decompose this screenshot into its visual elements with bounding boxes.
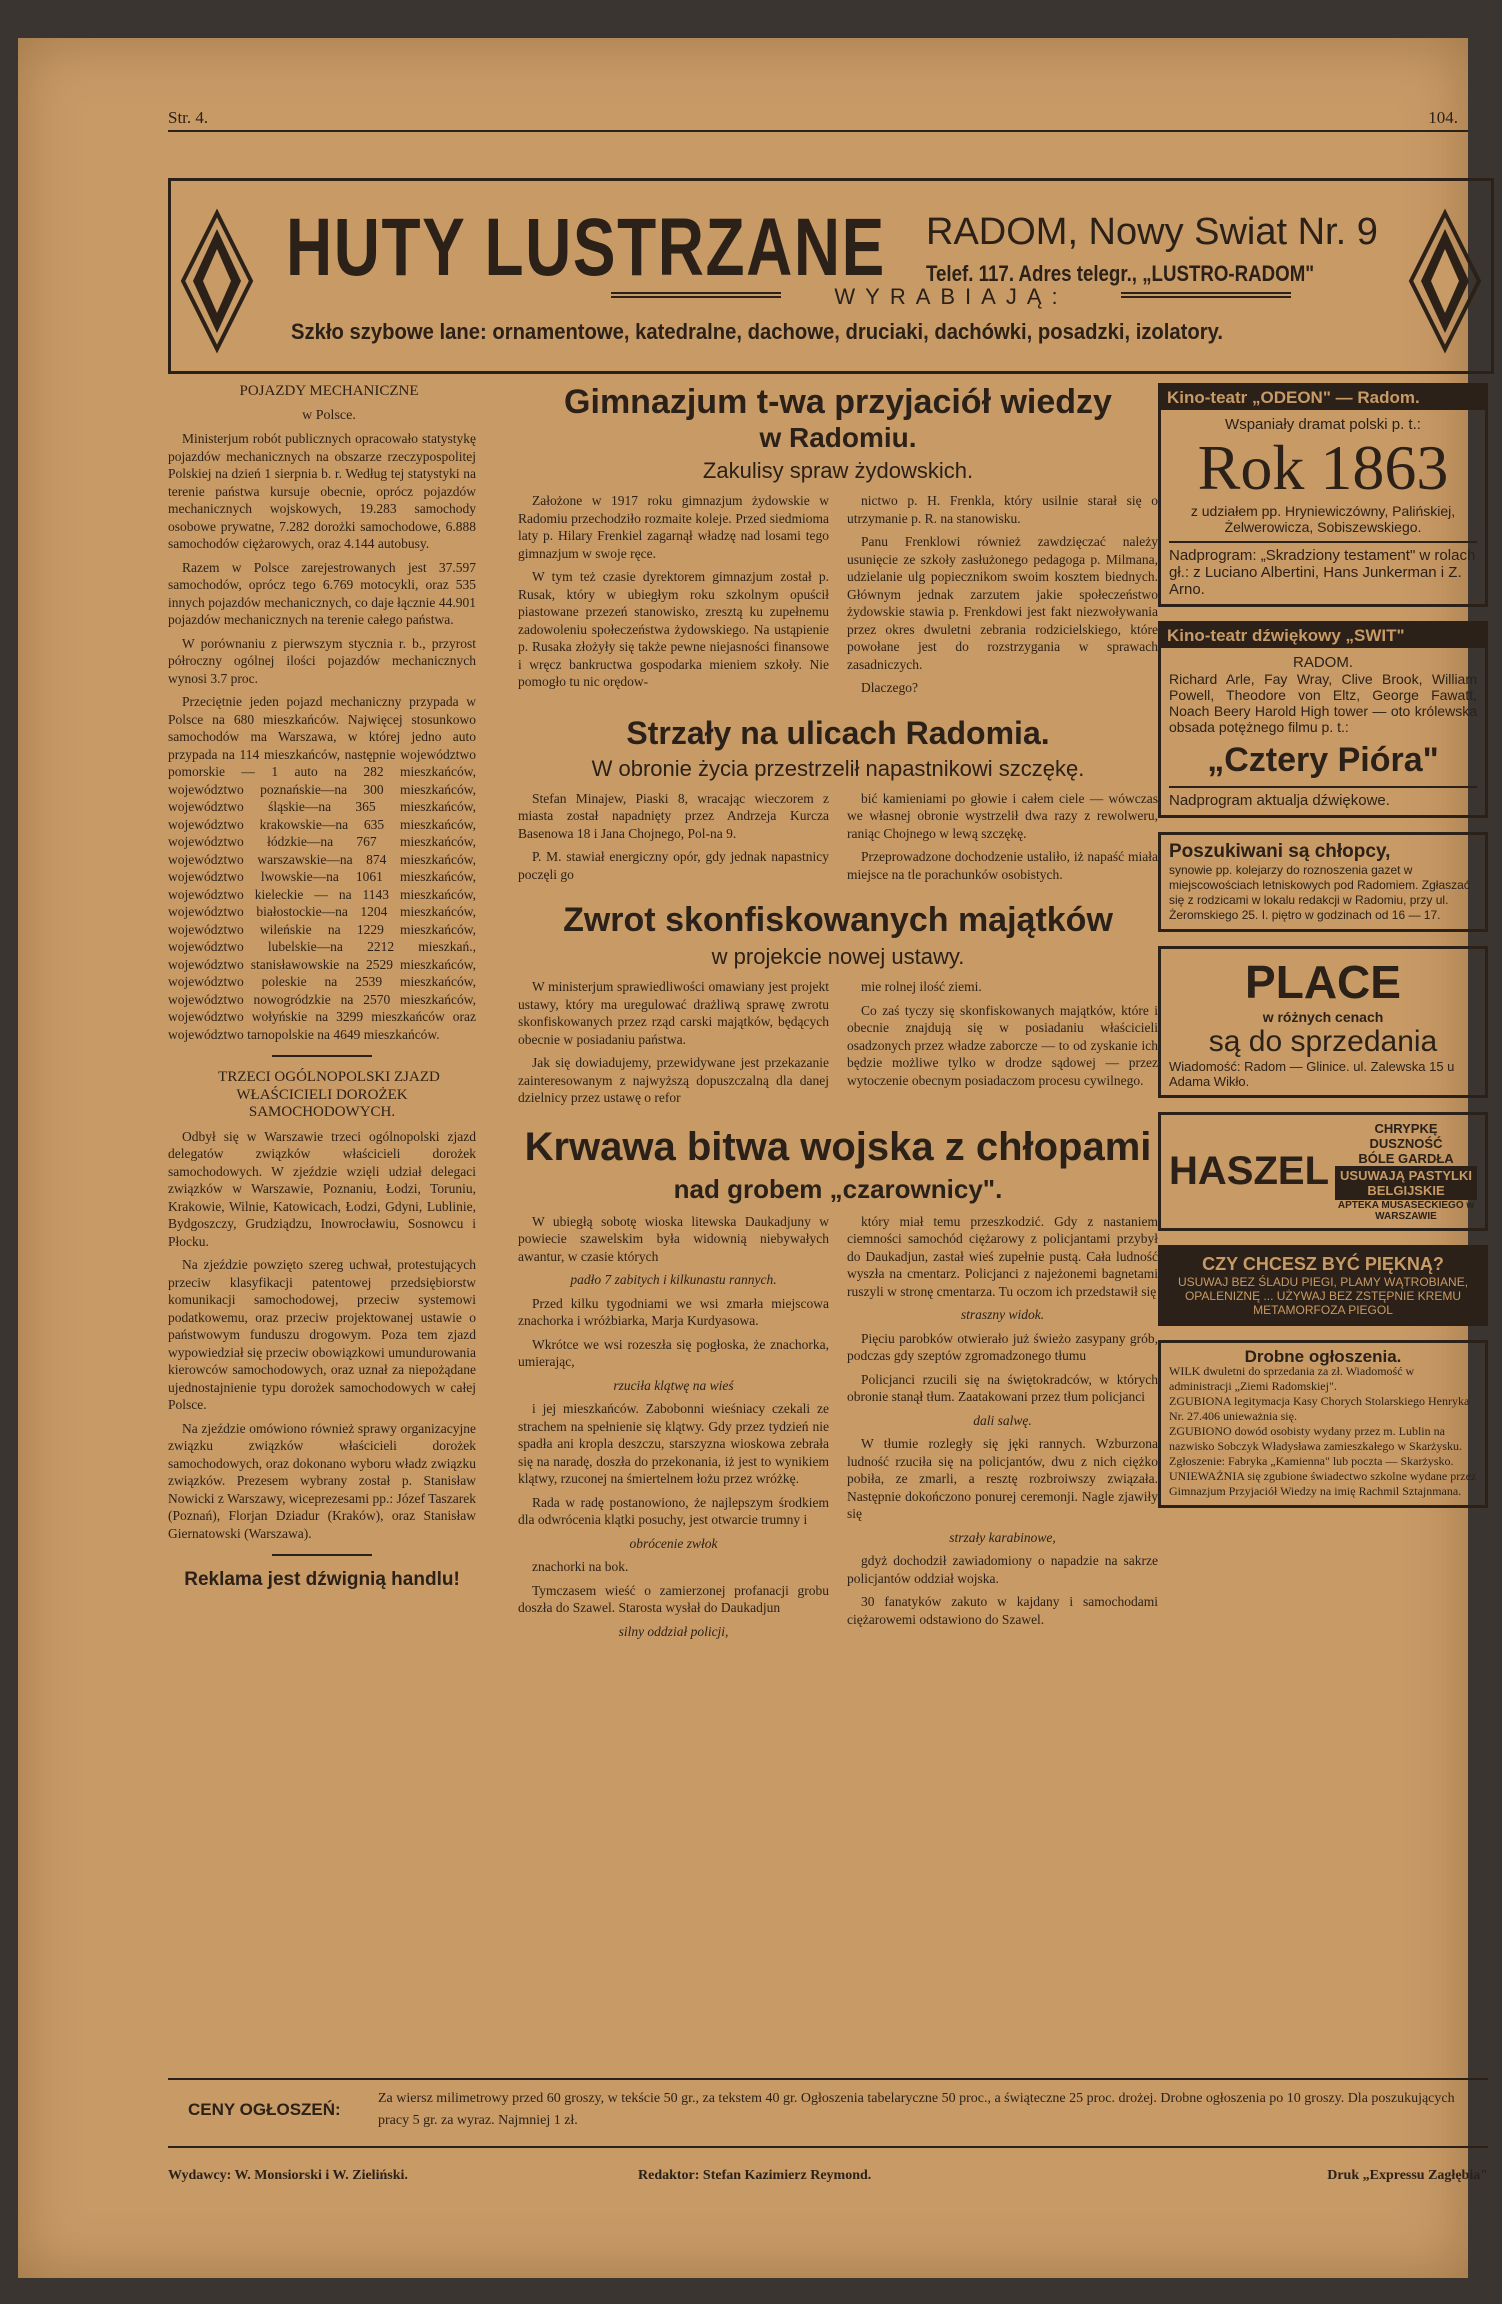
ad-line: BÓLE GARDŁA [1358,1151,1454,1166]
banner-title: HUTY LUSTRZANE [286,202,886,293]
ad-line: z udziałem pp. Hryniewiczówny, Palińskiej, Żelwerowicza, Sobiszewskiego. [1190,503,1456,535]
diamond-logo-icon [181,211,253,351]
paragraph: Co zaś tyczy się skonfiskowanych majątków, które i obecnie znajdują się w posiadaniu właścicieli osadzonych przez władze zaborcze — to od zyskanie ich będzie możliwe tylko w drodze sądowej — przez wytoczenie obecnym posiadaczom procesu cywilnego. [847,1002,1158,1088]
subheading: strzały karabinowe, [949,1529,1056,1545]
ad-contact: Wiadomość: Radom — Glinice. ul. Zalewska 15 u Adama Wikło. [1169,1059,1455,1089]
small-ads [1158,1340,1488,1508]
paragraph: który miał temu przeszkodzić. Gdy z nastaniem ciemności samochód ciężarowy z policjantami przybył do Daukadjun, zastał wieś zupełnie pustą. Cała ludność wyszła na cmentarz. Policjanci z najeżonemi bagnetami ruszyli w stronę cmentarza. Tu oczom ich przedstawił się [847,1213,1158,1299]
banner-wyrabiaja: WYRABIAJĄ: [611,284,1291,310]
prices-text: Za wiersz milimetrowy przed 60 groszy, w tekście 50 gr., za tekstem 40 gr. Ogłoszenia tabelaryczne 50 proc., a świąteczne 25 proc. drożej. Drobne ogłoszenia po 10 groszy. Dla poszukujących pracy 5 gr. za wyraz. Najmniej 1 zł. [378,2091,1455,2128]
paragraph: znachorki na bok. [532,1559,629,1574]
paragraph: Wkrótce we wsi rozeszła się pogłoska, że znachorka, umierając, [518,1336,829,1369]
paragraph: Na zjeździe powzięto szereg uchwał, protestujących przeciw klasyfikacji patentowej przedsiębiorstw komunikacji samochodowej, przeciw systemowi podatkowemu, oraz przeciw projektowanej ustawie o państwowym funduszu drogowym. Poza tem zjazd wypowiedział się przeciw obowiązkowi umundurowania kierowców samochodowych, oraz uznał za niepożądane ujednostajnienie typu dorożek samochodowych w całej Polsce. [168,1257,476,1412]
ad-footer: Nadprogram aktualja dźwiękowe. [1169,786,1477,809]
ad-line: Wspaniały dramat polski p. t.: [1225,416,1421,433]
beauty-ad [1158,1245,1488,1326]
paragraph: W ministerjum sprawiedliwości omawiany jest projekt ustawy, który ma uregulować drażliwą sprawę zwrotu skonfiskowanych przez rząd carski majątków, będących obecnie w posiadaniu państwa. [518,979,829,1047]
wanted-ad [1158,832,1488,932]
article-subtitle: W obronie życia przestrzelił napastnikowi szczękę. [591,755,1085,781]
promo-slogan: Reklama jest dźwignią handlu! [184,1569,460,1590]
paragraph: 30 fanatyków zakuto w kajdany i samochodami ciężarowemi odstawiono do Szawel. [847,1594,1158,1627]
article-subtitle: Zakulisy spraw żydowskich. [702,458,974,483]
subheading: padło 7 zabitych i kilkunastu rannych. [570,1272,777,1287]
article-headline: Zwrot skonfiskowanych majątków [563,901,1113,939]
ad-title: PLACE [1245,956,1401,1008]
paragraph: Przeciętnie jeden pojazd mechaniczny przypada w Polsce na 680 mieszkańców. Najwięcej stosunkowo samochodów ma Warszawa, w której jedno auto przypada na 114 mieszkańców, następnie województwo pomorskie — 1 auto na 282 mieszkańców, województwo poznańskie—na 300 mieszkańców, województwo śląskie—na 365 mieszkańców, województwo krakowskie—na 635 mieszkańców, województwo łódzkie—na 767 mieszkańców, województwo warszawskie—na 874 mieszkańców, województwo lwowskie—na 1061 mieszkańców, województwo kieleckie — na 1143 mieszkańców, województwo białostockie—na 1204 mieszkańców, województwo wileńskie na 1229 mieszkańców, województwo lubelskie—na 2212 mieszkań., województwo stanisławowskie na 2529 mieszkańców, województwo poleskie na 2539 mieszkańców, województwo nowogródzkie na 2570 mieszkańców, województwo wołyńskie na 3299 mieszkańców oraz województwo tarnopolskie na 4649 mieszkańców. [168,694,476,1042]
small-ad-item: ZGUBIONA legitymacja Kasy Chorych Stolarskiego Henryka Nr. 27.406 unieważnia się. [1169,1394,1470,1423]
article-subtitle: nad grobem „czarownicy". [673,1173,1003,1204]
huty-lustrzane-banner [168,178,1494,374]
paragraph: P. M. stawiał energiczny opór, gdy jednak napastnicy poczęli go [518,849,829,882]
paragraph: bić kamieniami po głowie i całem ciele — wówczas we własnej obronie wystrzelił dwa razy z rewolweru, raniąc Chojnego w lewą szczękę. [847,790,1158,841]
ad-body: USUWAJ BEZ ŚLADU PIEGI, PLAMY WĄTROBIANE, OPALENIZNĘ ... UŻYWAJ BEZ ZSTĘPNIE KREMU METAMORFOZA PIEGOL [1177,1275,1469,1317]
subheading: dali salwę. [973,1412,1032,1428]
ad-city: RADOM. [1293,654,1353,671]
article-headline: Krwawa bitwa wojska z chłopami [524,1124,1152,1169]
paragraph: Odbył się w Warszawie trzeci ogólnopolski zjazd delegatów związków właścicieli dorożek samochodowych. W zjeździe wzięli udział delegaci związków w Warszawie, Poznaniu, Łodzi, Toruniu, Krakowie, Wilnie, Katowicach, Łodzi, Gdyni, Lublinie, Bydgoszczy, Grudziądzu, Inowrocławiu, Sosnowcu i Płocku. [168,1128,476,1249]
ad-title: „Cztery Pióra" [1207,741,1439,779]
paragraph: W ubiegłą sobotę wioska litewska Daukadjuny w powiecie szawelskim była widownią niebywałych awantur, w czasie których [518,1213,829,1264]
ad-line: CHRYPKĘ [1374,1121,1438,1136]
paragraph: Założone w 1917 roku gimnazjum żydowskie w Radomiu przechodziło rozmaite koleje. Przed siedmioma laty p. Hilary Frenkiel zagarnął władzę nad losami tego gimnazjum w swoje ręce. [518,493,829,561]
paragraph: Ministerjum robót publicznych opracowało statystykę pojazdów mechanicznych na obszarze rzeczypospolitej Polskiej na dzień 1 sierpnia b. r. Według tej statystyki na terenie państwa kursuje obecnie, oprócz pojazdów mechanicznych wojskowych, 19.283 samochody osobowe prywatne, 7.282 dorożki samochodowe, 6.888 samochodów ciężarowych, oraz 4.144 autobusy. [168,431,476,551]
ad-header: Kino-teatr „ODEON" — Radom. [1161,386,1485,410]
small-ad-item: WILK dwuletni do sprzedania za zł. Wiadomość w administracji „Ziemi Radomskiej". [1169,1364,1415,1393]
article-body [518,790,1158,890]
subheading: rzuciła klątwę na wieś [613,1377,734,1393]
odeon-ad [1158,383,1488,607]
paragraph: W tłumie rozległy się jęki rannych. Wzburzona ludność rzuciła się na policjantów, dwu z nich ciężko pobiła, ze zmarli, a resztę rozbroiwszy związała. Następnie dokończono ponurej ceremonji. Nagle zjawiły się [847,1436,1158,1521]
paragraph: gdyż dochodził zawiadomiony o napadzie na sakrze policjantów oddział wojska. [847,1553,1158,1586]
banner-products: Szkło szybowe lane: ornamentowe, katedralne, dachowe, druciaki, dachówki, posadzki, izolatory. [291,319,1224,344]
newspaper-page [18,38,1488,2278]
ad-title: Rok 1863 [1197,432,1449,503]
ad-line: USUWAJĄ PASTYLKI BELGIJSKIE [1335,1166,1477,1200]
paragraph: Rada w radę postanowiono, że najlepszym środkiem dla odwrócenia klątki posuchy, jest otwarcie trumny i [518,1494,829,1527]
article-headline: Strzały na ulicach Radomia. [626,714,1050,751]
swit-ad [1158,621,1488,818]
paragraph: W porównaniu z pierwszym stycznia r. b., przyrost półroczny ogólnej ilości pojazdów mechanicznych wynosi 3.7 proc. [168,635,476,686]
subheading: straszny widok. [960,1307,1045,1322]
ad-body: synowie pp. kolejarzy do roznoszenia gazet w miejscowościach letniskowych pod Radomiem. Zgłaszać się z rodzicami w lokalu redakcji w Radomiu, przy ul. Żeromskiego 25. I. piętro w godzinach od 16 — 17. [1169,863,1470,922]
paragraph: Przeprowadzone dochodzenie ustaliło, iż napaść miała miejsce na tle porachunków osobistych. [847,849,1158,882]
article-body [518,1213,1158,1647]
article-body [518,978,1158,1113]
paragraph: Panu Frenklowi również zawdzięczać należy usunięcie ze szkoły zasłużonego pedagoga p. Milmana, udzielanie ulg popiecznikom swoim kosztem biednych. Głównym jednak zarzutem jakie społeczeństwo żydowskie stawia p. Frenkdowi jest fakt niezwoływania przez okres dwuletni zebrania rodzicielskiego, które powołane jest do rozstrzygania w sprawach zasadniczych. [847,534,1158,672]
ad-footer: Nadprogram: „Skradziony testament" w rolach gł.: z Luciano Albertini, Hans Junkerman i Z. Arno. [1169,541,1477,598]
small-ad-item: UNIEWAŻNIA się zgubione świadectwo szkolne wydane przez Gimnazjum Przyjaciół Wiedzy na imię Rachmil Sztajnmana. [1169,1469,1477,1498]
paragraph: Dlaczego? [861,680,918,695]
ad-header: Poszukiwani są chłopcy, [1169,841,1391,862]
publisher: Wydawcy: W. Monsiorski i W. Zieliński. [168,2168,408,2183]
paragraph: Przed kilku tygodniami we wsi zmarła miejscowa znachorka i wróżbiarka, Marja Kurdyasowa. [518,1295,829,1328]
advert-prices [168,2078,1488,2148]
article-title: POJAZDY MECHANICZNE [239,383,419,399]
haszel-ad [1158,1112,1488,1231]
article-subtitle: w Polsce. [302,407,356,423]
paragraph: Tymczasem wieść o zamierzonej profanacji grobu doszła do Szawel. Starosta wysłał do Daukadjun [518,1582,829,1615]
paragraph: mie rolnej ilość ziemi. [861,979,982,994]
divider [272,1554,372,1556]
ad-title: CZY CHCESZ BYĆ PIĘKNĄ? [1202,1254,1444,1274]
middle-column [518,383,1158,1646]
paragraph: Na zjeździe omówiono również sprawy organizacyjne związku związków właścicieli dorożek samochodowych, oraz dokonano wyboru władz związku związków. Prezesem wybrany został p. Stanisław Nowicki z Warszawy, wiceprezesami pp.: Józef Taszarek (Poznań), Florjan Dziadur (Kraków), oraz Stanisław Giernatowski (Warszawa). [168,1420,476,1541]
small-ad-item: ZGUBIONO dowód osobisty wydany przez m. Lublin na nazwisko Sobczyk Władysława zamieszkałego w Skarżysku. Zgłoszenie: Fabryka „Kamienna" lub poczta — Skarżysko. [1169,1424,1463,1468]
land-ad [1158,946,1488,1098]
top-rule [168,130,1468,132]
ad-header: Kino-teatr dźwiękowy „SWIT" [1161,624,1485,648]
paragraph: Stefan Minajew, Piaski 8, wracając wieczorem z miasta został napadnięty przez Andrzeja Kurcza Basenowa 18 i Jana Chojnego, Pol-na 9. [518,790,829,841]
ad-line: są do sprzedania [1208,1025,1438,1058]
prices-label: CENY OGŁOSZEŃ: [188,2100,341,2119]
ad-text-block [1335,1121,1477,1222]
diamond-logo-icon [1409,211,1481,351]
banner-contact: Telef. 117. Adres telegr., „LUSTRO-RADOM" [926,261,1315,286]
article-title: TRZECI OGÓLNOPOLSKI ZJAZD WŁAŚCICIELI DOROŻEK SAMOCHODOWYCH. [218,1069,440,1120]
article-body [518,492,1158,703]
paragraph: nictwo p. H. Frenkla, który usilnie starał się o utrzymanie p. R. na stanowisku. [847,493,1158,526]
ad-cast: Richard Arle, Fay Wray, Clive Brook, William Powell, Theodore von Eltz, George Fawatt, Noach Beery Harold High tower — oto królewska obsada potężnego filmu p. t.: [1169,671,1477,735]
divider [272,1055,372,1057]
paragraph: Policjanci rzucili się na świętokradców, w których obronie stanął tłum. Zaatakowani przez tłum policjanci [847,1371,1158,1404]
article-headline: Gimnazjum t-wa przyjaciół wiedzy [564,383,1112,421]
printer: Druk „Expressu Zagłębia" [1327,2168,1488,2183]
ad-maker: APTEKA MUSASECKIEGO w WARSZAWIE [1337,1200,1475,1222]
issue-number: 104. [1428,108,1458,127]
left-column [168,383,476,1598]
subheading: silny oddział policji, [618,1623,729,1639]
ad-line: DUSZNOŚĆ [1369,1136,1443,1151]
paragraph: Jak się dowiadujemy, przewidywane jest przekazanie zainteresowanym z najwyższą dopuszczalną dla danej dzielnicy przez ustawę o refor [518,1055,829,1105]
article-subtitle: w projekcie nowej ustawy. [711,944,965,969]
article-headline-2: w Radomiu. [759,422,917,453]
ad-line: w różnych cenach [1262,1009,1384,1025]
subheading: obrócenie zwłok [629,1535,718,1551]
banner-address: RADOM, Nowy Swiat Nr. 9 [926,211,1378,253]
paragraph: Pięciu parobków otwierało już świeżo zasypany grób, podczas gdy szeptów zgromadzonego tłumu [847,1330,1158,1363]
ad-brand: HASZEL [1169,1149,1329,1193]
page-number: Str. 4. [168,108,209,127]
paragraph: i jej mieszkańców. Zabobonni wieśniacy czekali ze strachem na spełnienie się klątwy. Gdy przez tydzień nie spadła ani kropla deszczu, starszyzna wioskowa zebrała się na naradę, doszła do przekonania, iż jest to wynikiem klątwy, rzuconej na śmiertelnem łożu przez wróżkę. [518,1401,829,1486]
paragraph: Razem w Polsce zarejestrowanych jest 37.597 samochodów, oprócz tego 6.769 motocykli, oraz 535 innych pojazdów mechanicznych, co daje łącznie 44.901 pojazdów mechanicznych na terenie całego państwa. [168,559,476,627]
ads-column [1158,383,1488,1522]
editor: Redaktor: Stefan Kazimierz Reymond. [638,2168,872,2183]
ad-header: Drobne ogłoszenia. [1244,1347,1402,1366]
paragraph: W tym też czasie dyrektorem gimnazjum został p. Rusak, który w ubiegłym roku szkolnym opuścił piastowane przezeń stanowisko, zresztą ku zupełnemu zadowoleniu społeczeństwa żydowskiego. Na ustąpienie p. Rusaka złożyły się także pewne niejasności finansowe i wręcz bankructwa gospodarka mieniem szkoły. Nie pomogło tu nic orędow- [518,569,829,689]
